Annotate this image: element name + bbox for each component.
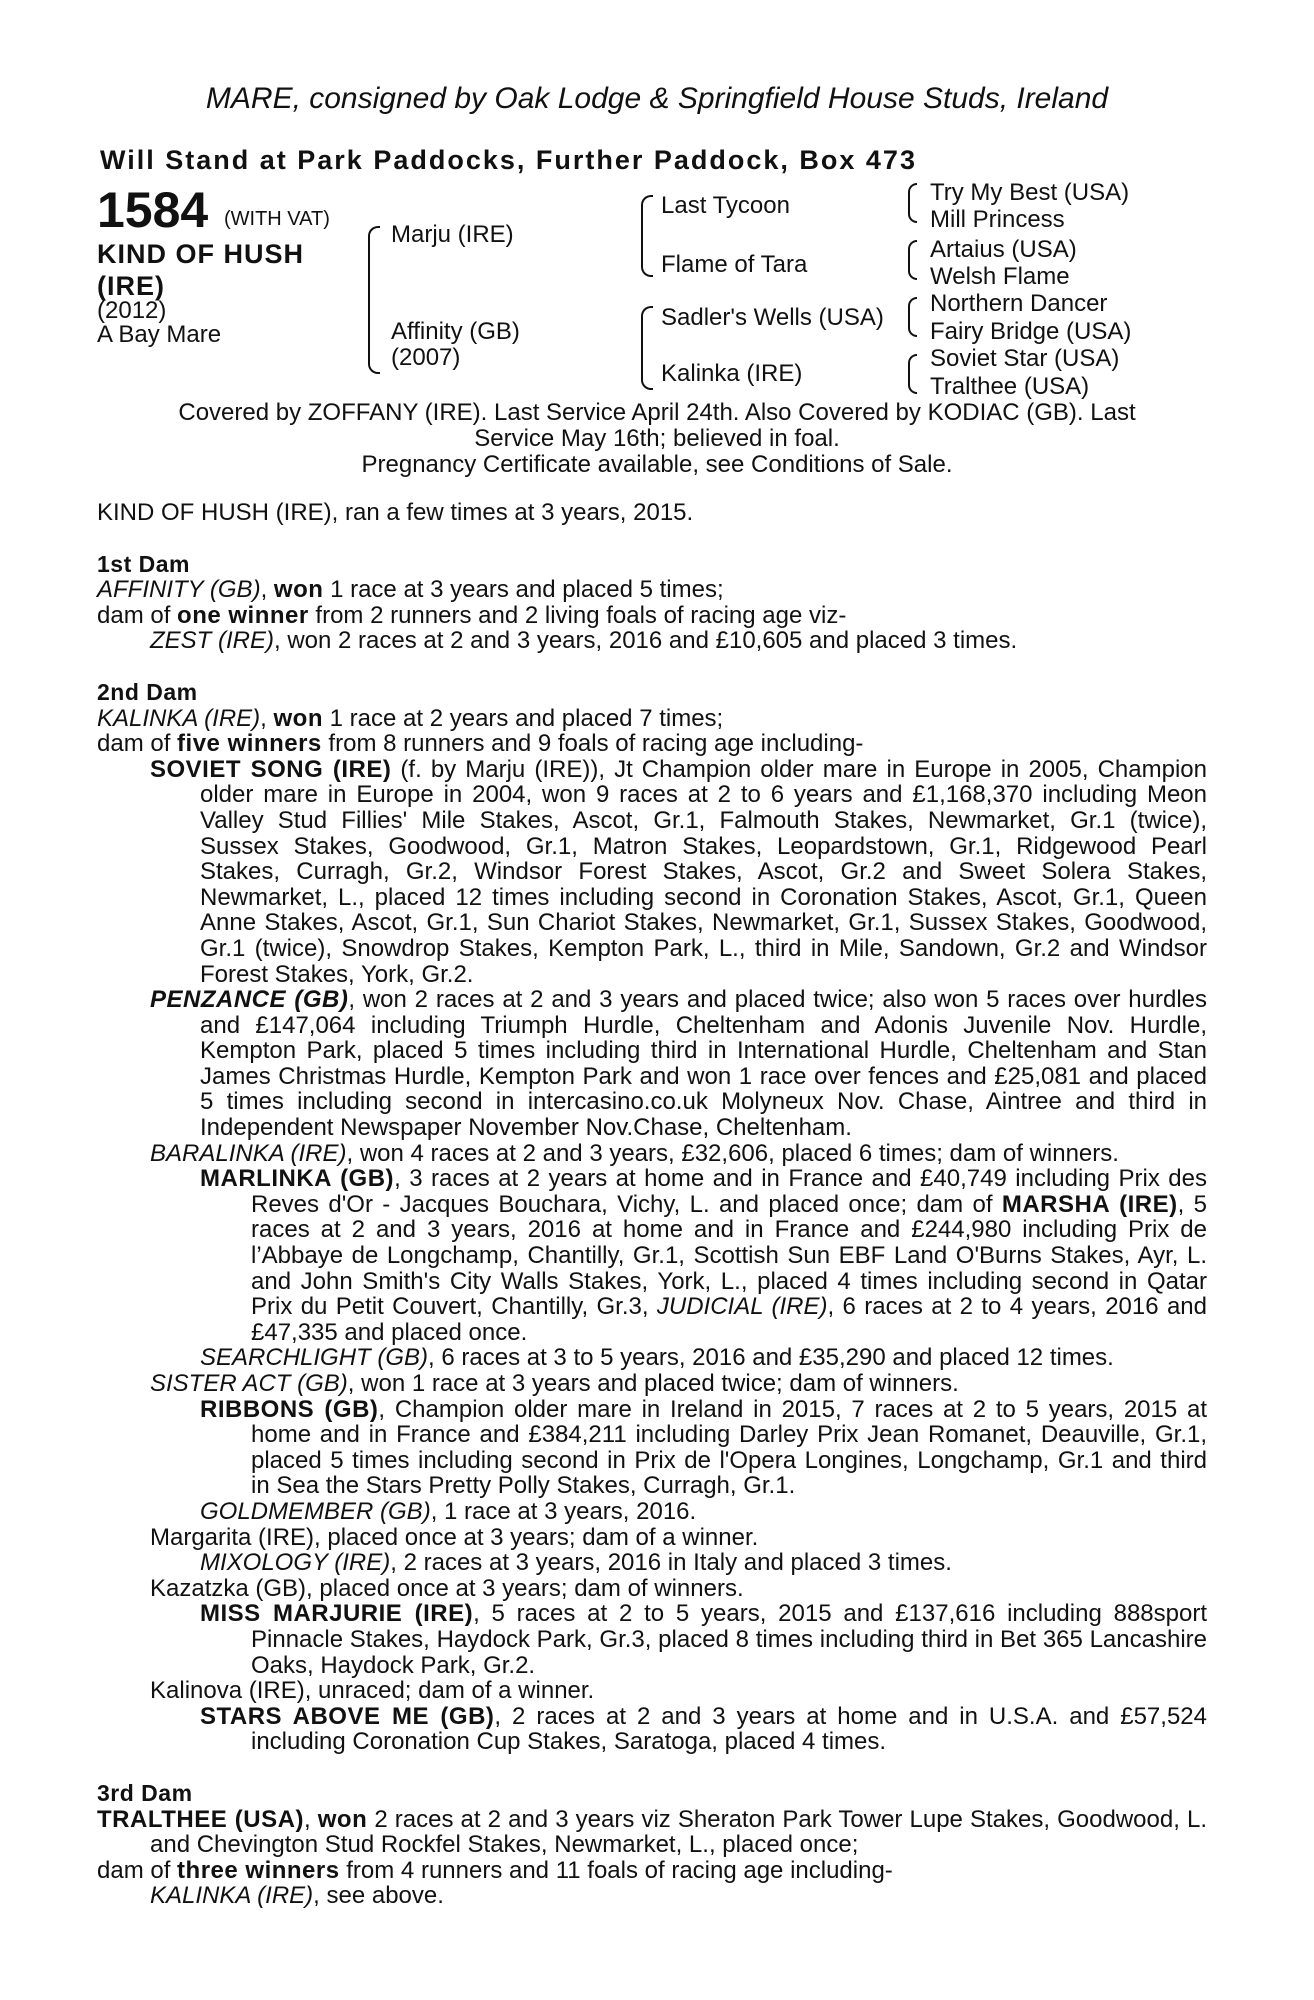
- covering-line-3: Pregnancy Certificate available, see Conditions of Sale.: [361, 451, 953, 478]
- kalinka-name: KALINKA (IRE): [150, 1882, 314, 1910]
- third-dam-record: TRALTHEE (USA), won 2 races at 2 and 3 years viz Sheraton Park Tower Lupe Stakes, Goodwood, L. and Chevington Stud Rockfel Stakes, Newmarket, L., placed once;: [97, 1805, 1207, 1859]
- zest-name: ZEST (IRE): [150, 627, 274, 655]
- penzance-entry: [97, 987, 1207, 1141]
- marsha-name: MARSHA (IRE): [1001, 1190, 1178, 1218]
- third-dam-runners: from 4 runners and 11 foals of racing age including-: [339, 1856, 893, 1884]
- second-dam-winners: five winners: [177, 730, 322, 758]
- bracket-gen3-4: [908, 354, 917, 394]
- mixology-name: MIXOLOGY (IRE): [200, 1549, 391, 1577]
- third-dam-winners: three winners: [177, 1856, 340, 1884]
- third-dam-record-text: 2 races at 2 and 3 years viz Sheraton Park Tower Lupe Stakes, Goodwood, L. and Chevington Stud Rockfel Stakes, Newmarket, L., placed once;: [150, 1805, 1207, 1859]
- second-dam-record: KALINKA (IRE), won 1 race at 2 years and placed 7 times;: [97, 704, 724, 732]
- sister-act-entry: [97, 1371, 1207, 1397]
- stand-location: Will Stand at Park Paddocks, Further Paddock, Box 473: [100, 145, 917, 175]
- soviet-song-name: SOVIET SONG (IRE): [150, 755, 392, 783]
- pedigree-sire-dam: Flame of Tara: [661, 251, 808, 278]
- searchlight-entry: [97, 1345, 1207, 1371]
- searchlight-text: , 6 races at 3 to 5 years, 2016 and £35,290 and placed 12 times.: [428, 1344, 1114, 1372]
- penzance-text: , won 2 races at 2 and 3 years and placed twice; also won 5 races over hurdles and £147,064 including Triumph Hurdle, Cheltenham and Adonis Juvenile Nov. Hurdle, Kempton Park, placed 5 times including third in International Hurdle, Cheltenham and Stan James Christmas Hurdle, Kempton Park and won 1 race over fences and £25,081 and placed 5 times including second in intercasino.co.uk Molyneux Nov. Chase, Aintree and third in Independent Newspaper November Nov.Chase, Cheltenham.: [200, 986, 1207, 1142]
- second-dam-runners: from 8 runners and 9 foals of racing age including-: [321, 730, 864, 758]
- marlinka-name: MARLINKA (GB): [200, 1165, 395, 1193]
- ribbons-text: , Champion older mare in Ireland in 2015, 7 races at 2 to 5 years, 2015 at home and in France and £384,211 including Darley Prix Jean Romanet, Deauville, Gr.1, placed 5 times including second in Prix de l'Opera Longines, Longchamp, Gr.1 and third in Sea the Stars Pretty Polly Stakes, Curragh, Gr.1.: [251, 1395, 1207, 1500]
- ribbons-entry: [97, 1397, 1207, 1499]
- soviet-song-text: (f. by Marju (IRE)), Jt Champion older mare in Europe in 2005, Champion older mare in Europe in 2004, won 9 races at 2 to 6 years and £1,168,370 including Meon Valley Stud Fillies' Mile Stakes, Ascot, Gr.1, Falmouth Stakes, Newmarket, Gr.1 (twice), Sussex Stakes, Goodwood, Gr.1, Matron Stakes, Leopardstown, Gr.1, Ridgewood Pearl Stakes, Curragh, Gr.2, Windsor Forest Stakes, Ascot, Gr.2 and Sweet Solera Stakes, Newmarket, L., placed 12 times including second in Coronation Stakes, Ascot, Gr.1, Queen Anne Stakes, Ascot, Gr.1, Sun Chariot Stakes, Newmarket, Gr.1, Sussex Stakes, Goodwood, Gr.1 (twice), Snowdrop Stakes, Kempton Park, L., third in Mile, Sandown, Gr.2 and Windsor Forest Stakes, York, Gr.2.: [200, 755, 1207, 988]
- second-dam-won: won: [273, 704, 323, 732]
- covering-line-1: Covered by ZOFFANY (IRE). Last Service April 24th. Also Covered by KODIAC (GB). Last: [178, 399, 1136, 426]
- goldmember-name: GOLDMEMBER (GB): [200, 1497, 431, 1525]
- kalinka-entry: [97, 1883, 1207, 1909]
- searchlight-name: SEARCHLIGHT (GB): [200, 1344, 429, 1372]
- horse-description: A Bay Mare: [97, 321, 222, 348]
- first-dam-record-text: 1 race at 3 years and placed 5 times;: [323, 576, 724, 604]
- first-dam-won: won: [273, 576, 324, 604]
- baralinka-text: , won 4 races at 2 and 3 years, £32,606, placed 6 times; dam of winners.: [346, 1139, 1119, 1167]
- first-dam-record: AFFINITY (GB), won 1 race at 3 years and placed 5 times;: [97, 576, 724, 604]
- second-dam-dam-of: dam of: [97, 730, 178, 758]
- baralinka-entry: [97, 1141, 1207, 1167]
- horse-name: KIND OF HUSH (IRE): [97, 239, 304, 301]
- kazatzka-entry: Kazatzka (GB), placed once at 3 years; dam of winners.: [150, 1574, 744, 1602]
- kalinka-text: , see above.: [313, 1882, 444, 1910]
- marsha-text: , 5 races at 2 and 3 years, 2016 at home and in France and £244,980 including Prix de l’Abbaye de Longchamp, Chantilly, Gr.1, Scottish Sun EBF Land O'Burns Stakes, Ayr, L. and John Smith's City Walls Stakes, York, L., placed 4 times including second in Qatar Prix du Petit Couvert, Chantilly, Gr.3,: [251, 1190, 1207, 1321]
- vat-note: (WITH VAT): [224, 208, 330, 230]
- mixology-text: , 2 races at 3 years, 2016 in Italy and placed 3 times.: [390, 1549, 952, 1577]
- pedigree-dam-sire: Sadler's Wells (USA): [661, 304, 884, 331]
- zest-entry: [97, 628, 1207, 654]
- first-dam-winners: one winner: [177, 601, 309, 629]
- bracket-gen2-bottom: [641, 306, 653, 390]
- bracket-gen3-2: [908, 240, 917, 280]
- horse-year: (2012): [97, 297, 167, 324]
- penzance-name: PENZANCE (GB): [150, 986, 349, 1014]
- first-dam-heading: 1st Dam: [97, 550, 190, 577]
- marlinka-text: , 3 races at 2 years at home and in France and £40,749 including Prix des Reves d'Or - Jacques Bouchara, Vichy, L. and placed once; dam of: [251, 1165, 1207, 1218]
- margarita-entry: Margarita (IRE), placed once at 3 years; dam of a winner.: [150, 1523, 759, 1551]
- stars-above-me-text: , 2 races at 2 and 3 years at home and in U.S.A. and £57,524 including Coronation Cup Stakes, Saratoga, placed 4 times.: [251, 1702, 1207, 1756]
- kalinova-entry: Kalinova (IRE), unraced; dam of a winner.: [150, 1677, 595, 1705]
- third-dam-won: won: [317, 1805, 368, 1833]
- second-dam-record-text: 1 race at 2 years and placed 7 times;: [323, 704, 724, 732]
- pedigree-dam-dam: Kalinka (IRE): [661, 360, 803, 387]
- pedigree-gen3-8: Tralthee (USA): [930, 373, 1090, 400]
- sister-act-text: , won 1 race at 3 years and placed twice; dam of winners.: [347, 1370, 959, 1397]
- miss-marjurie-entry: [97, 1601, 1207, 1678]
- third-dam-heading: 3rd Dam: [97, 1779, 193, 1806]
- second-dam-name: KALINKA (IRE): [97, 704, 261, 732]
- judicial-name: JUDICIAL (IRE): [656, 1293, 828, 1321]
- soviet-song-entry: [97, 757, 1207, 987]
- goldmember-entry: [97, 1499, 1207, 1525]
- pedigree-dam: Affinity (GB): [391, 318, 520, 345]
- bracket-gen2-top: [641, 195, 653, 277]
- pedigree-gen3-6: Fairy Bridge (USA): [930, 318, 1132, 345]
- judicial-text: , 6 races at 2 to 4 years, 2016 and £47,335 and placed once.: [251, 1293, 1207, 1346]
- first-dam-runners: from 2 runners and 2 living foals of racing age viz-: [308, 601, 847, 629]
- stars-above-me-name: STARS ABOVE ME (GB): [200, 1702, 495, 1730]
- first-dam-name: AFFINITY (GB): [97, 576, 261, 604]
- covering-line-2: Service May 16th; believed in foal.: [474, 425, 840, 452]
- goldmember-text: , 1 race at 3 years, 2016.: [430, 1497, 697, 1525]
- baralinka-name: BARALINKA (IRE): [150, 1139, 347, 1167]
- third-dam-name: TRALTHEE (USA): [97, 1805, 304, 1833]
- first-dam-dam-of: dam of: [97, 601, 178, 629]
- pedigree-gen3-2: Mill Princess: [930, 206, 1065, 233]
- first-dam-produce: [97, 603, 1207, 629]
- stars-above-me-entry: [97, 1704, 1207, 1755]
- mixology-entry: [97, 1550, 1207, 1576]
- pedigree-sire: Marju (IRE): [391, 221, 514, 248]
- race-record-intro: KIND OF HUSH (IRE), ran a few times at 3 years, 2015.: [97, 499, 694, 526]
- third-dam-dam-of: dam of: [97, 1856, 178, 1884]
- lot-number: 1584: [97, 182, 209, 238]
- pedigree-sire-sire: Last Tycoon: [661, 192, 790, 219]
- pedigree-gen3-4: Welsh Flame: [930, 263, 1070, 290]
- bracket-gen3-1: [908, 183, 917, 223]
- pedigree-dam-year: (2007): [391, 344, 461, 371]
- pedigree-gen3-7: Soviet Star (USA): [930, 345, 1120, 372]
- pedigree-gen3-3: Artaius (USA): [930, 236, 1077, 263]
- zest-text: , won 2 races at 2 and 3 years, 2016 and £10,605 and placed 3 times.: [274, 627, 1018, 655]
- second-dam-heading: 2nd Dam: [97, 678, 198, 705]
- second-dam-produce: [97, 731, 1207, 757]
- page-subtitle: MARE, consigned by Oak Lodge & Springfield House Studs, Ireland: [205, 82, 1109, 115]
- third-dam-produce: [97, 1858, 1207, 1884]
- pedigree-gen3-5: Northern Dancer: [930, 290, 1108, 317]
- miss-marjurie-name: MISS MARJURIE (IRE): [200, 1600, 474, 1628]
- bracket-gen3-3: [908, 297, 917, 337]
- produce-record: [97, 500, 1207, 1909]
- pedigree-gen3-1: Try My Best (USA): [930, 179, 1130, 206]
- marlinka-entry: [97, 1166, 1207, 1345]
- bracket-sire-dam: [368, 226, 380, 374]
- sister-act-name: SISTER ACT (GB): [150, 1370, 348, 1397]
- ribbons-name: RIBBONS (GB): [200, 1395, 379, 1423]
- miss-marjurie-text: , 5 races at 2 to 5 years, 2015 and £137,616 including 888sport Pinnacle Stakes, Haydock Park, Gr.3, placed 8 times including third in Bet 365 Lancashire Oaks, Haydock Park, Gr.2.: [251, 1600, 1207, 1679]
